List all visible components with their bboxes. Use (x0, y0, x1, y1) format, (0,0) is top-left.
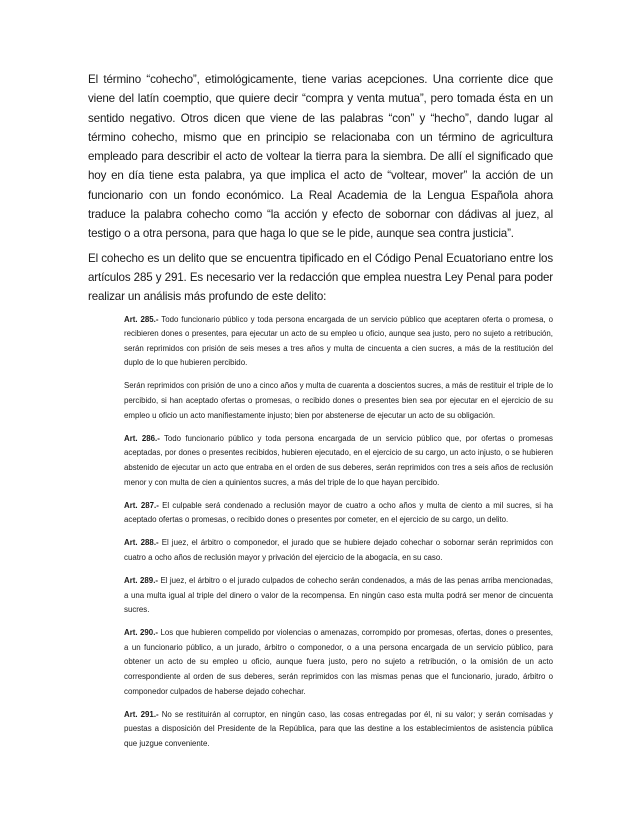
article-label: Art. 289.- (124, 575, 159, 585)
article-290 (124, 626, 553, 699)
article-286 (124, 432, 553, 490)
article-text: Todo funcionario público y toda persona encargada de un servicio público que, por ofertas o promesas aceptadas, por dones o presentes recibidos, hubieren ejecutado, en el ejercicio de su cargo, un acto injusto, o se hubieren abstenido de ejecutar un acto que entraba en el orden de sus deberes, serán reprimidos con tres a seis años de reclusión menor y con multa de cien a quinientos sucres, a más del triple de lo que hayan percibido. (124, 433, 553, 487)
article-289 (124, 574, 553, 618)
article-label: Art. 291.- (124, 709, 159, 719)
article-text: No se restituirán al corruptor, en ningún caso, las cosas entregadas por él, ni su valor; y serán comisadas y puestas a disposición del Presidente de la República, para que las destine a los establecimientos de asistencia pública que juzgue conveniente. (124, 709, 553, 748)
article-label: Art. 287.- (124, 500, 159, 510)
article-label: Art. 290.- (124, 628, 159, 638)
article-label: Art. 285.- (124, 314, 159, 324)
article-text: Los que hubieren compelido por violencias o amenazas, corrompido por promesas, ofertas, dones o presentes, a un funcionario público, a un jurado, árbitro o componedor, o a una persona encargada de un servicio público, para obtener un acto de su empleo u oficio, aunque fuera justo, pero no sujeto a retribución, o la omisión de un acto correspondiente al orden de sus deberes, serán reprimidos con las mismas penas que el funcionario, jurado, árbitro o componedor culpados de haberse dejado cohechar. (124, 628, 553, 696)
article-text: El juez, el árbitro o el jurado culpados de cohecho serán condenados, a más de las penas arriba mencionadas, a una multa igual al triple del dinero o valor de la recompensa. En ningún caso esta multa podrá ser menor de cincuenta sucres. (124, 575, 553, 615)
document-page (88, 70, 553, 760)
intro-paragraph: El cohecho es un delito que se encuentra tipificado en el Código Penal Ecuatoriano entre los artículos 285 y 291. Es necesario ver la redacción que emplea nuestra Ley Penal para poder realizar un análisis más profundo de este delito: (88, 251, 553, 304)
article-text: El culpable será condenado a reclusión mayor de cuatro a ocho años y multa de ciento a mil sucres, si ha aceptado ofertas o promesas, o recibido dones o presentes por cometer, en el ejercicio de su cargo, un delito. (124, 500, 553, 525)
article-285 (124, 313, 553, 371)
article-288 (124, 536, 553, 565)
article-291 (124, 708, 553, 752)
article-label: Art. 286.- (124, 433, 160, 443)
article-287 (124, 499, 553, 528)
article-text: Todo funcionario público y toda persona encargada de un servicio público que aceptaren oferta o promesa, o recibieren dones o presentes, para ejecutar un acto de su empleo u oficio, aunque sea justo, pero no sujeto a retribución, serán reprimidos con prisión de seis meses a tres años y multa de cincuenta a cien sucres, a más de la restitución del duplo de lo que hubieren percibido. (124, 314, 553, 368)
article-label: Art. 288.- (124, 538, 159, 548)
intro-paragraph: El término “cohecho”, etimológicamente, tiene varias acepciones. Una corriente dice que viene del latín coemptio, que quiere decir “compra y venta mutua”, pero tomada ésta en un sentido negativo. Otros dicen que viene de las palabras “con” y “hecho”, dando lugar al término cohecho, mismo que en principio se relacionaba con un término de agricultura empleado para describir el acto de voltear la tierra para la siembra. De allí el significado que hoy en día tiene esta palabra, ya que implica el acto de “voltear, mover” la acción de un funcionario con un fondo económico. La Real Academia de la Lengua Española ahora traduce la palabra cohecho como “la acción y efecto de sobornar con dádivas al juez, al testigo o a otra persona, para que haga lo que se le pide, aunque sea contra justicia”. (88, 73, 553, 241)
article-text: Serán reprimidos con prisión de uno a cinco años y multa de cuarenta a doscientos sucres, a más de restituir el triple de lo percibido, si han aceptado ofertas o promesas, o recibido dones o presentes bien sea por ejecutar en el ejercicio de su empleo u oficio un acto manifiestamente injusto; bien por abstenerse de ejecutar un acto de su obligación. (124, 381, 553, 420)
code-quote (124, 313, 553, 752)
article-text: El juez, el árbitro o componedor, el jurado que se hubiere dejado cohechar o sobornar serán reprimidos con cuatro a ocho años de reclusión mayor y privación del ejercicio de la abogacía, en su caso. (124, 538, 553, 562)
article-285-second-paragraph (124, 379, 553, 423)
